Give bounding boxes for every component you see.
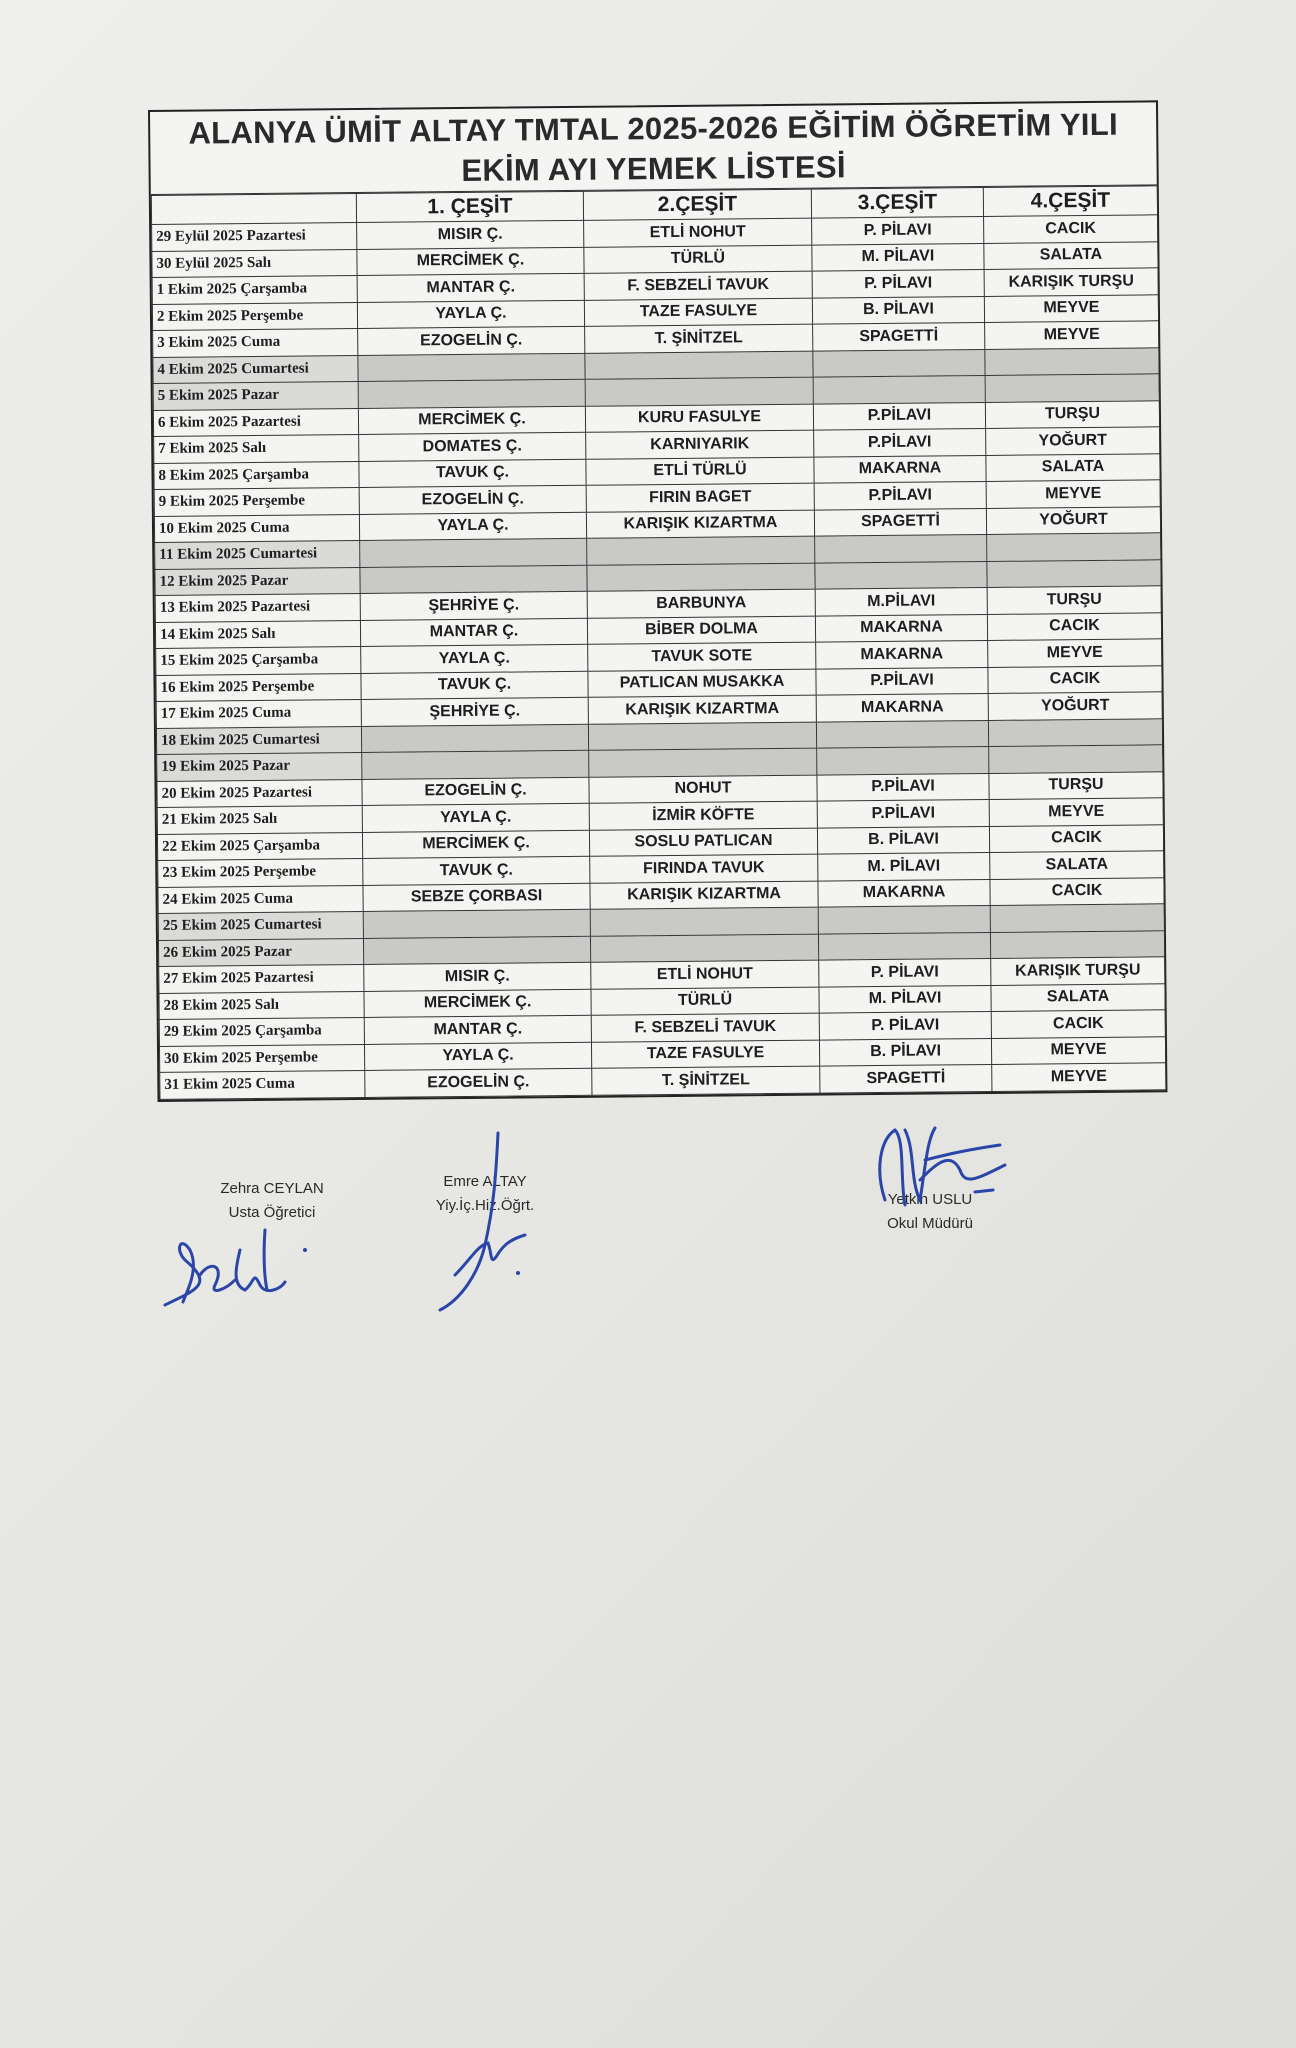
cesit-2-cell xyxy=(590,934,818,963)
cesit-3-cell: M. PİLAVI xyxy=(819,985,991,1013)
cesit-4-cell: MEYVE xyxy=(989,798,1163,826)
cesit-3-cell: P. PİLAVI xyxy=(812,269,984,297)
cesit-1-cell: MISIR Ç. xyxy=(364,962,591,991)
cesit-3-cell: MAKARNA xyxy=(816,693,988,721)
cesit-4-cell: TURŞU xyxy=(985,400,1159,428)
title-line-1: ALANYA ÜMİT ALTAY TMTAL 2025-2026 EĞİTİM ÖĞRETİM YILI xyxy=(188,106,1119,151)
cesit-2-cell: TÜRLÜ xyxy=(584,245,812,274)
date-cell: 29 Eylül 2025 Pazartesi xyxy=(152,223,357,251)
cesit-1-cell: MERCİMEK Ç. xyxy=(357,247,584,276)
cesit-3-cell: MAKARNA xyxy=(816,640,988,668)
date-cell: 20 Ekim 2025 Pazartesi xyxy=(157,779,362,807)
date-cell: 28 Ekim 2025 Salı xyxy=(159,991,364,1019)
cesit-3-cell: SPAGETTİ xyxy=(814,508,986,536)
cesit-4-cell: CACIK xyxy=(987,612,1161,640)
cesit-4-cell: TURŞU xyxy=(989,771,1163,799)
cesit-1-cell: MANTAR Ç. xyxy=(360,618,587,647)
header-cesit-3: 3.ÇEŞİT xyxy=(811,187,983,218)
cesit-3-cell xyxy=(818,932,990,960)
cesit-4-cell: SALATA xyxy=(991,983,1165,1011)
cesit-4-cell xyxy=(987,533,1161,561)
date-cell: 27 Ekim 2025 Pazartesi xyxy=(159,964,364,992)
date-cell: 24 Ekim 2025 Cuma xyxy=(158,885,363,913)
cesit-1-cell: MERCİMEK Ç. xyxy=(362,830,589,859)
cesit-2-cell: İZMİR KÖFTE xyxy=(589,801,817,830)
cesit-2-cell: TAZE FASULYE xyxy=(584,298,812,327)
cesit-2-cell xyxy=(587,563,815,592)
cesit-2-cell xyxy=(585,377,813,406)
cesit-4-cell: YOĞURT xyxy=(988,692,1162,720)
cesit-3-cell xyxy=(815,561,987,589)
cesit-1-cell xyxy=(363,909,590,938)
date-cell: 15 Ekim 2025 Çarşamba xyxy=(156,646,361,674)
cesit-4-cell: CACIK xyxy=(991,1010,1165,1038)
date-cell: 23 Ekim 2025 Perşembe xyxy=(158,858,363,886)
date-cell: 1 Ekim 2025 Çarşamba xyxy=(152,276,357,304)
date-cell: 12 Ekim 2025 Pazar xyxy=(155,567,360,595)
date-cell: 30 Ekim 2025 Perşembe xyxy=(159,1044,364,1072)
date-cell: 7 Ekim 2025 Salı xyxy=(154,434,359,462)
cesit-2-cell: TAVUK SOTE xyxy=(588,642,816,671)
header-cesit-4: 4.ÇEŞİT xyxy=(983,186,1157,217)
cesit-4-cell: CACIK xyxy=(984,215,1158,243)
cesit-1-cell xyxy=(361,724,588,753)
cesit-1-cell xyxy=(360,565,587,594)
cesit-3-cell xyxy=(815,534,987,562)
cesit-1-cell: MERCİMEK Ç. xyxy=(364,989,591,1018)
date-cell: 26 Ekim 2025 Pazar xyxy=(158,938,363,966)
cesit-4-cell: CACIK xyxy=(990,877,1164,905)
cesit-2-cell: F. SEBZELİ TAVUK xyxy=(591,1013,819,1042)
title-line-2: EKİM AYI YEMEK LİSTESİ xyxy=(461,149,846,188)
cesit-2-cell: NOHUT xyxy=(589,775,817,804)
signature-drawing-3 xyxy=(865,1110,1015,1220)
cesit-2-cell: SOSLU PATLICAN xyxy=(589,828,817,857)
signer-name-3: Yetkin USLU xyxy=(887,1191,973,1208)
date-cell: 29 Ekim 2025 Çarşamba xyxy=(159,1017,364,1045)
date-cell: 3 Ekim 2025 Cuma xyxy=(153,328,358,356)
cesit-1-cell: MERCİMEK Ç. xyxy=(358,406,585,435)
date-cell: 19 Ekim 2025 Pazar xyxy=(157,752,362,780)
cesit-3-cell: P.PİLAVI xyxy=(817,773,989,801)
date-cell: 4 Ekim 2025 Cumartesi xyxy=(153,355,358,383)
cesit-2-cell: BİBER DOLMA xyxy=(587,616,815,645)
cesit-3-cell: P. PİLAVI xyxy=(819,1011,991,1039)
cesit-3-cell xyxy=(813,375,985,403)
cesit-4-cell: KARIŞIK TURŞU xyxy=(984,268,1158,296)
cesit-3-cell: B. PİLAVI xyxy=(812,296,984,324)
cesit-1-cell: EZOGELİN Ç. xyxy=(362,777,589,806)
cesit-3-cell: P. PİLAVI xyxy=(819,958,991,986)
cesit-3-cell xyxy=(817,746,989,774)
signature-drawing-2 xyxy=(430,1125,540,1315)
cesit-2-cell: TAZE FASULYE xyxy=(591,1040,819,1069)
cesit-3-cell xyxy=(813,349,985,377)
cesit-2-cell xyxy=(588,722,816,751)
signer-role-1: Usta Öğretici xyxy=(228,1204,316,1221)
cesit-1-cell xyxy=(362,750,589,779)
cesit-2-cell: KARNIYARIK xyxy=(586,430,814,459)
cesit-2-cell: KARIŞIK KIZARTMA xyxy=(586,510,814,539)
header-cesit-1: 1. ÇEŞİT xyxy=(356,191,583,222)
cesit-2-cell: FIRIN BAGET xyxy=(586,483,814,512)
date-cell: 11 Ekim 2025 Cumartesi xyxy=(155,540,360,568)
cesit-2-cell: KURU FASULYE xyxy=(585,404,813,433)
cesit-4-cell: MEYVE xyxy=(985,321,1159,349)
cesit-3-cell: P.PİLAVI xyxy=(814,428,986,456)
menu-table-frame xyxy=(148,100,1167,1101)
cesit-4-cell xyxy=(990,930,1164,958)
signer-name-1: Zehra CEYLAN xyxy=(220,1180,324,1197)
cesit-1-cell: DOMATES Ç. xyxy=(359,432,586,461)
cesit-1-cell xyxy=(358,353,585,382)
cesit-4-cell: MEYVE xyxy=(984,294,1158,322)
signature-drawing-1 xyxy=(155,1190,315,1320)
cesit-3-cell xyxy=(816,720,988,748)
cesit-4-cell: MEYVE xyxy=(988,639,1162,667)
cesit-2-cell xyxy=(587,536,815,565)
date-cell: 31 Ekim 2025 Cuma xyxy=(160,1070,365,1098)
cesit-4-cell: YOĞURT xyxy=(986,506,1160,534)
cesit-3-cell: P.PİLAVI xyxy=(817,799,989,827)
date-cell: 30 Eylül 2025 Salı xyxy=(152,249,357,277)
cesit-4-cell: CACIK xyxy=(988,665,1162,693)
cesit-3-cell: B. PİLAVI xyxy=(819,1038,991,1066)
cesit-1-cell: ŞEHRİYE Ç. xyxy=(361,697,588,726)
document-title xyxy=(150,102,1157,195)
cesit-3-cell xyxy=(818,905,990,933)
cesit-2-cell xyxy=(589,748,817,777)
cesit-4-cell: SALATA xyxy=(984,241,1158,269)
cesit-1-cell: EZOGELİN Ç. xyxy=(359,485,586,514)
cesit-1-cell: EZOGELİN Ç. xyxy=(358,326,585,355)
signer-name-2: Emre ALTAY xyxy=(443,1173,527,1190)
cesit-4-cell: CACIK xyxy=(989,824,1163,852)
cesit-4-cell: YOĞURT xyxy=(986,427,1160,455)
cesit-1-cell: YAYLA Ç. xyxy=(357,300,584,329)
cesit-1-cell xyxy=(358,379,585,408)
date-cell: 10 Ekim 2025 Cuma xyxy=(154,514,359,542)
date-cell: 5 Ekim 2025 Pazar xyxy=(153,381,358,409)
cesit-1-cell: YAYLA Ç. xyxy=(362,803,589,832)
cesit-2-cell: ETLİ NOHUT xyxy=(584,218,812,247)
cesit-2-cell: FIRINDA TAVUK xyxy=(590,854,818,883)
cesit-3-cell: MAKARNA xyxy=(814,455,986,483)
cesit-1-cell: MANTAR Ç. xyxy=(364,1015,591,1044)
cesit-2-cell: F. SEBZELİ TAVUK xyxy=(584,271,812,300)
cesit-3-cell: P.PİLAVI xyxy=(816,667,988,695)
cesit-1-cell: YAYLA Ç. xyxy=(359,512,586,541)
cesit-1-cell: YAYLA Ç. xyxy=(361,644,588,673)
cesit-4-cell: TURŞU xyxy=(987,586,1161,614)
date-cell: 6 Ekim 2025 Pazartesi xyxy=(153,408,358,436)
cesit-2-cell: T. ŞİNİTZEL xyxy=(592,1066,820,1095)
cesit-3-cell: SPAGETTİ xyxy=(813,322,985,350)
cesit-2-cell xyxy=(585,351,813,380)
cesit-1-cell: MISIR Ç. xyxy=(357,220,584,249)
cesit-3-cell: MAKARNA xyxy=(815,614,987,642)
cesit-1-cell: EZOGELİN Ç. xyxy=(365,1068,592,1097)
date-cell: 16 Ekim 2025 Perşembe xyxy=(156,673,361,701)
cesit-3-cell: P. PİLAVI xyxy=(812,216,984,244)
date-cell: 18 Ekim 2025 Cumartesi xyxy=(156,726,361,754)
cesit-4-cell xyxy=(985,374,1159,402)
cesit-4-cell: KARIŞIK TURŞU xyxy=(991,957,1165,985)
cesit-2-cell xyxy=(590,907,818,936)
cesit-4-cell: MEYVE xyxy=(986,480,1160,508)
date-cell: 8 Ekim 2025 Çarşamba xyxy=(154,461,359,489)
date-cell: 25 Ekim 2025 Cumartesi xyxy=(158,911,363,939)
cesit-3-cell: M. PİLAVI xyxy=(818,852,990,880)
cesit-3-cell: B. PİLAVI xyxy=(817,826,989,854)
cesit-1-cell xyxy=(360,538,587,567)
date-cell: 13 Ekim 2025 Pazartesi xyxy=(155,593,360,621)
table-body xyxy=(152,215,1166,1099)
cesit-3-cell: P.PİLAVI xyxy=(814,481,986,509)
meal-table xyxy=(151,185,1167,1099)
date-cell: 2 Ekim 2025 Perşembe xyxy=(152,302,357,330)
cesit-2-cell: TÜRLÜ xyxy=(591,987,819,1016)
cesit-4-cell xyxy=(989,745,1163,773)
date-cell: 17 Ekim 2025 Cuma xyxy=(156,699,361,727)
cesit-1-cell: TAVUK Ç. xyxy=(361,671,588,700)
cesit-4-cell xyxy=(987,559,1161,587)
header-cesit-2: 2.ÇEŞİT xyxy=(583,189,811,220)
cesit-3-cell: MAKARNA xyxy=(818,879,990,907)
date-cell: 9 Ekim 2025 Perşembe xyxy=(154,487,359,515)
cesit-3-cell: P.PİLAVI xyxy=(813,402,985,430)
cesit-2-cell: PATLICAN MUSAKKA xyxy=(588,669,816,698)
cesit-4-cell: MEYVE xyxy=(992,1063,1166,1091)
cesit-4-cell: SALATA xyxy=(986,453,1160,481)
header-date xyxy=(151,194,356,225)
cesit-4-cell xyxy=(988,718,1162,746)
cesit-3-cell: M.PİLAVI xyxy=(815,587,987,615)
cesit-2-cell: KARIŞIK KIZARTMA xyxy=(590,881,818,910)
cesit-1-cell: ŞEHRİYE Ç. xyxy=(360,591,587,620)
cesit-1-cell: MANTAR Ç. xyxy=(357,273,584,302)
cesit-1-cell xyxy=(363,936,590,965)
cesit-4-cell xyxy=(990,904,1164,932)
signer-role-3: Okul Müdürü xyxy=(887,1215,973,1232)
cesit-4-cell: SALATA xyxy=(990,851,1164,879)
cesit-2-cell: KARIŞIK KIZARTMA xyxy=(588,695,816,724)
cesit-4-cell xyxy=(985,347,1159,375)
cesit-2-cell: BARBUNYA xyxy=(587,589,815,618)
cesit-1-cell: YAYLA Ç. xyxy=(364,1042,591,1071)
cesit-3-cell: SPAGETTİ xyxy=(820,1064,992,1092)
signer-role-2: Yiy.İç.Hiz.Öğrt. xyxy=(435,1197,535,1214)
date-cell: 22 Ekim 2025 Çarşamba xyxy=(157,832,362,860)
date-cell: 21 Ekim 2025 Salı xyxy=(157,805,362,833)
cesit-4-cell: MEYVE xyxy=(991,1036,1165,1064)
date-cell: 14 Ekim 2025 Salı xyxy=(155,620,360,648)
cesit-1-cell: TAVUK Ç. xyxy=(359,459,586,488)
cesit-2-cell: ETLİ TÜRLÜ xyxy=(586,457,814,486)
cesit-2-cell: T. ŞİNİTZEL xyxy=(585,324,813,353)
cesit-1-cell: TAVUK Ç. xyxy=(363,856,590,885)
cesit-3-cell: M. PİLAVI xyxy=(812,243,984,271)
cesit-1-cell: SEBZE ÇORBASI xyxy=(363,883,590,912)
cesit-2-cell: ETLİ NOHUT xyxy=(591,960,819,989)
